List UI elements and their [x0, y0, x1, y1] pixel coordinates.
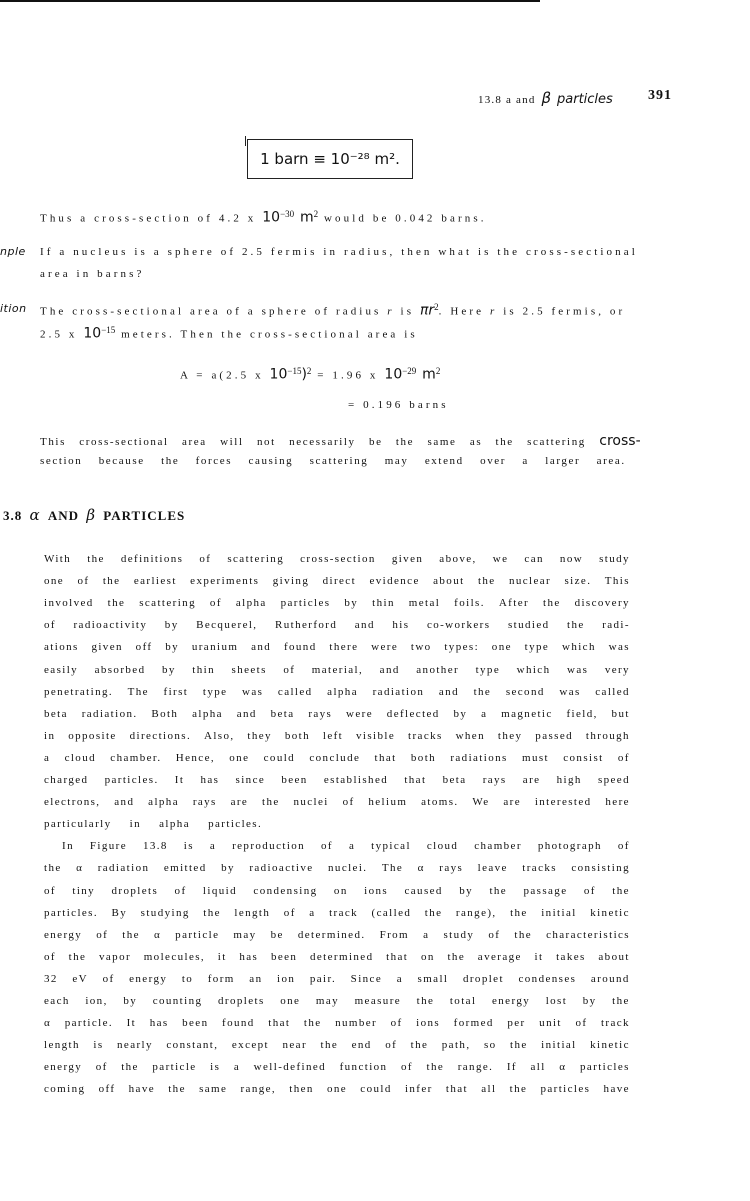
- body-line: of the vapor molecules, it has been determined that on the average it takes about: [44, 950, 630, 963]
- intro-mantissa: 10: [262, 209, 281, 226]
- section-title: PARTICLES: [103, 508, 186, 523]
- body-line: length is nearly constant, except near the end of the path, so the initial kinetic: [44, 1039, 630, 1052]
- body-line: of radioactivity by Becquerel, Rutherford and his co-workers studied the radi-: [44, 619, 630, 632]
- running-head-number: 13.8: [478, 94, 503, 106]
- intro-unit: m: [300, 209, 314, 226]
- body-line: the α radiation emitted by radioactive nuclei. The α rays leave tracks consisting: [44, 862, 630, 875]
- body-line: 32 eV of energy to form an ion pair. Since a small droplet condenses around: [44, 972, 630, 985]
- note-text: This cross-sectional area will not necessarily be the same as the scattering: [40, 436, 586, 448]
- section-heading: [3, 506, 185, 524]
- equation-area: [180, 366, 440, 383]
- body-line: charged particles. It has since been established that beta rays are high speed: [44, 774, 630, 786]
- var-r: r: [387, 305, 395, 318]
- solution-line-2: [40, 325, 418, 342]
- running-head-particles: particles: [557, 92, 613, 107]
- body-line: particles. By studying the length of a track (called the range), the initial kinetic: [44, 906, 630, 919]
- example-line-2: area in barns?: [40, 268, 145, 280]
- eq-close: ): [301, 366, 307, 383]
- section-alpha: α: [29, 506, 41, 524]
- eq-pre: A = a(2.5 x: [180, 369, 264, 382]
- solution-line2-mantissa: 10: [83, 325, 102, 342]
- body-line: ations given off by uranium and found there were two types: one type which was: [44, 641, 630, 654]
- solution-line-1: [40, 302, 625, 319]
- boxed-equation-text: 1 barn ≡ 10⁻²⁸ m².: [260, 150, 400, 168]
- intro-line: [40, 209, 487, 226]
- eq-mantissa-2: 10: [384, 366, 403, 383]
- body-line: in opposite directions. Also, they both left visible tracks when they passed through: [44, 729, 630, 742]
- body-line: beta radiation. Both alpha and beta rays were deflected by a magnetic field, but: [44, 707, 630, 720]
- intro-unit-exp: 2: [313, 209, 319, 219]
- intro-exp: −30: [280, 209, 295, 219]
- body-line: involved the scattering of alpha particles by thin metal foils. After the discovery: [44, 597, 630, 610]
- body-line: With the definitions of scattering cross-section given above, we can now study: [44, 553, 630, 565]
- section-and: AND: [47, 508, 80, 523]
- example-line-1: If a nucleus is a sphere of 2.5 fermis in radius, then what is the cross-sectional: [40, 246, 638, 258]
- body-line: easily absorbed by thin sheets of material, and another type which was very: [44, 663, 630, 676]
- boxed-equation: [247, 139, 413, 179]
- eq-exp: −15: [287, 366, 302, 376]
- pi-r-exp: 2: [434, 302, 439, 312]
- solution-text: The cross-sectional area of a sphere of radius: [40, 305, 382, 318]
- solution-margin-label: ition: [0, 302, 27, 315]
- note-line-1: [40, 433, 641, 449]
- section-beta: β: [86, 506, 96, 524]
- body-line: particularly in alpha particles.: [44, 818, 263, 831]
- var-r-2: r: [489, 305, 498, 318]
- body-line: α particle. It has been found that the number of ions formed per unit of track: [44, 1017, 630, 1030]
- body-line: of tiny droplets of liquid condensing on ions caused by the passage of the: [44, 884, 630, 897]
- body-line: energy of the particle is a well-defined function of the range. If all α particles: [44, 1061, 630, 1074]
- running-head-a: a and: [506, 94, 536, 106]
- eq-unit-exp: 2: [435, 366, 441, 376]
- page-number: 391: [648, 88, 672, 103]
- top-rule: [0, 0, 540, 2]
- body-line: In Figure 13.8 is a reproduction of a typical cloud chamber photograph of: [62, 840, 630, 853]
- solution-line2-pre: 2.5 x: [40, 328, 78, 341]
- body-line: one of the earliest experiments giving direct evidence about the nuclear size. This: [44, 575, 630, 588]
- body-line: coming off have the same range, then one could infer that all the particles have: [44, 1083, 630, 1096]
- eq-unit: m: [422, 366, 436, 383]
- note-cross: cross-: [599, 433, 641, 449]
- intro-post: would be 0.042 barns.: [324, 212, 487, 225]
- running-head-beta: β: [541, 89, 552, 107]
- section-number: 3.8: [3, 508, 23, 523]
- body-line: energy of the α particle may be determined. From a study of the characteristics: [44, 928, 630, 941]
- note-line-2: section because the forces causing scattering may extend over a larger area.: [40, 455, 626, 467]
- body-line: penetrating. The first type was called alpha radiation and the second was called: [44, 685, 630, 698]
- running-head: [478, 89, 613, 107]
- example-margin-label: nple: [0, 245, 26, 258]
- solution-line2-exp: −15: [101, 325, 116, 335]
- eq-exp-2: −29: [402, 366, 417, 376]
- eq-sq: 2: [306, 366, 312, 376]
- body-line: a cloud chamber. Hence, one could conclude that both radiations must consist of: [44, 751, 630, 764]
- body-line: each ion, by counting droplets one may measure the total energy lost by the: [44, 995, 630, 1007]
- solution-is: is: [400, 305, 415, 318]
- intro-text: Thus a cross-section of 4.2 x: [40, 212, 257, 225]
- equation-barns: = 0.196 barns: [348, 399, 449, 411]
- body-line: electrons, and alpha rays are the nuclei of helium atoms. We are interested here: [44, 796, 630, 809]
- solution-here: . Here: [438, 305, 485, 318]
- eq-mid: = 1.96 x: [317, 369, 379, 382]
- eq-mantissa: 10: [269, 366, 288, 383]
- solution-tail: is 2.5 fermis, or: [503, 305, 626, 318]
- solution-line2-post: meters. Then the cross-sectional area is: [121, 328, 418, 341]
- pi-r: πr: [419, 302, 435, 319]
- box-corner-tick: [245, 136, 249, 146]
